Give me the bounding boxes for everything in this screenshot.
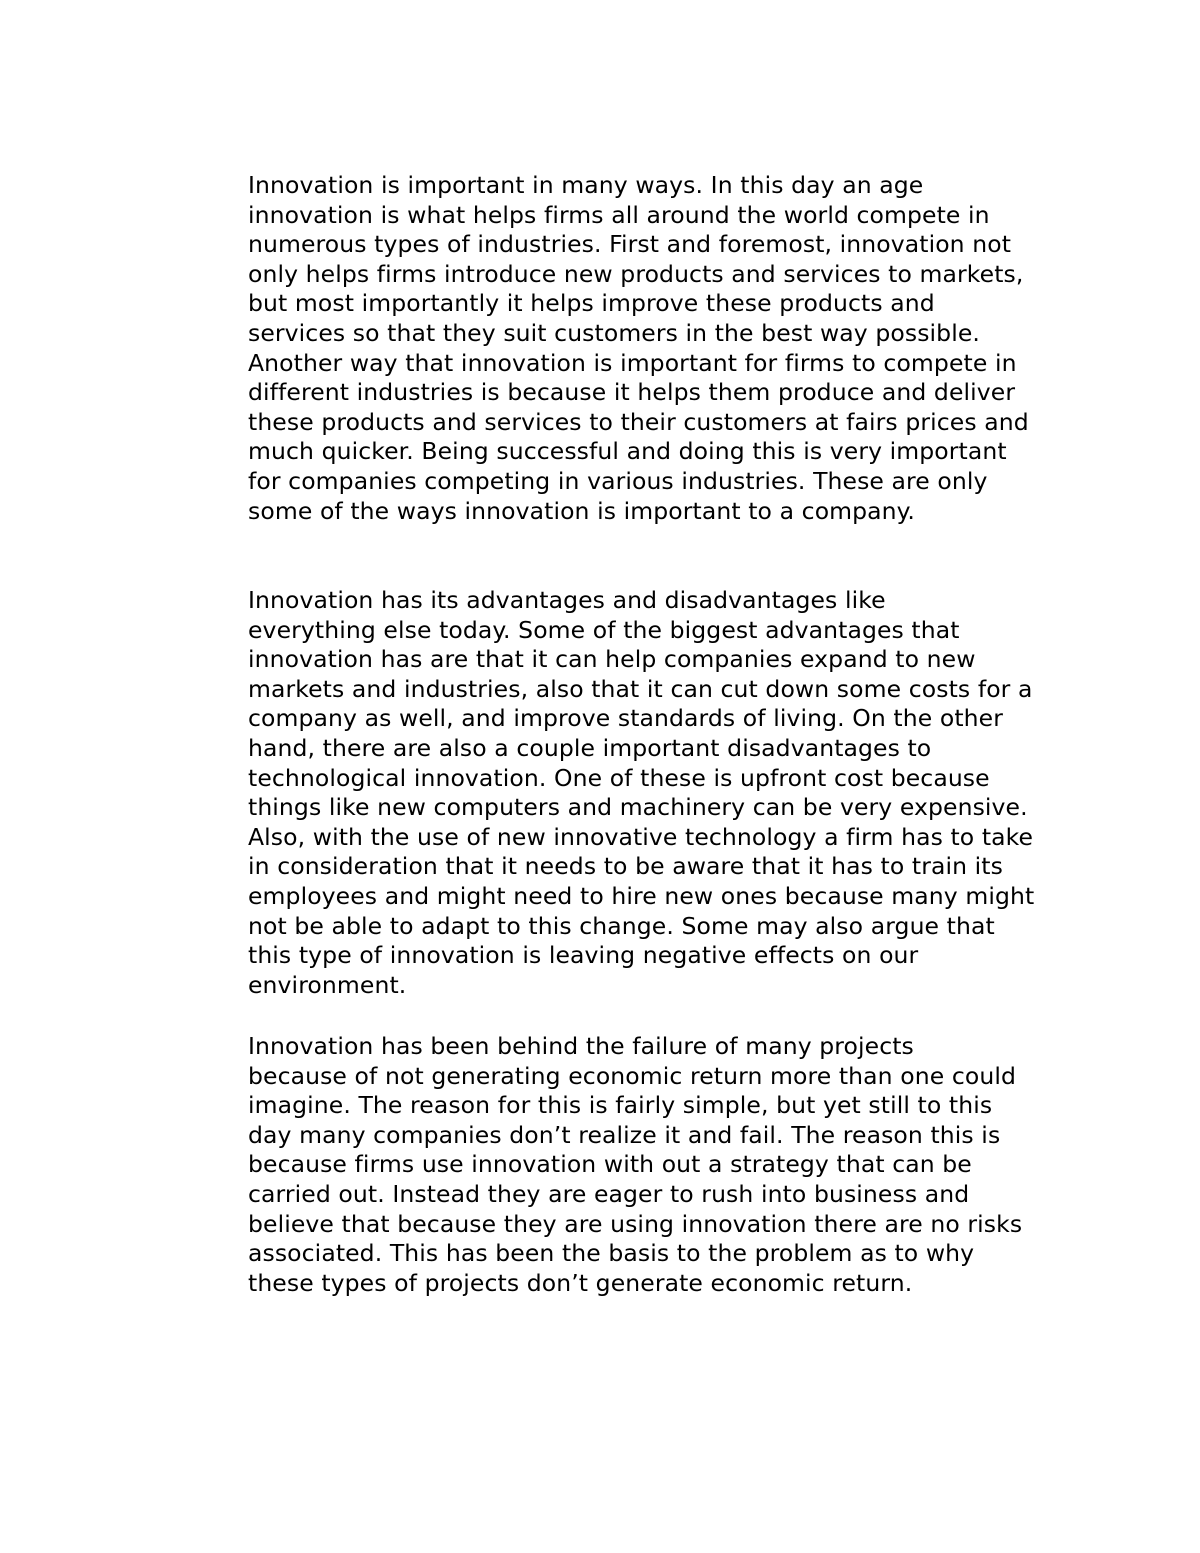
- text-line: Innovation has its advantages and disadvantages like: [248, 586, 886, 614]
- text-line: carried out. Instead they are eager to rush into business and: [248, 1179, 970, 1208]
- text-line: everything else today. Some of the biggest advantages that: [248, 615, 960, 644]
- text-line: imagine. The reason for this is fairly simple, but yet still to this: [248, 1091, 993, 1120]
- text-line: Also, with the use of new innovative technology a firm has to take: [248, 822, 1034, 851]
- text-line: associated. This has been the basis to the problem as to why: [248, 1239, 975, 1268]
- text-line: different industries is because it helps them produce and deliver: [248, 378, 1016, 407]
- text-line: day many companies don’t realize it and fail. The reason this is: [248, 1120, 1001, 1149]
- text-line: employees and might need to hire new ones because many might: [248, 881, 1035, 910]
- text-line: in consideration that it needs to be aware that it has to train its: [248, 852, 1003, 881]
- text-line: this type of innovation is leaving negative effects on our: [248, 941, 919, 970]
- text-line: because of not generating economic return more than one could: [248, 1061, 1016, 1090]
- paragraph-innovation-importance: [177, 171, 1037, 526]
- text-line: environment.: [248, 970, 407, 999]
- text-line: innovation has are that it can help companies expand to new: [248, 645, 976, 674]
- text-line: markets and industries, also that it can cut down some costs for a: [248, 674, 1033, 703]
- text-line: because firms use innovation with out a strategy that can be: [248, 1150, 972, 1179]
- text-line: Innovation has been behind the failure of many projects: [248, 1032, 914, 1060]
- text-line: these products and services to their customers at fairs prices and: [248, 407, 1029, 436]
- text-line: only helps firms introduce new products and services to markets,: [248, 259, 1024, 288]
- text-line: things like new computers and machinery can be very expensive.: [248, 793, 1028, 822]
- text-line: numerous types of industries. First and foremost, innovation not: [248, 230, 1012, 259]
- text-line: but most importantly it helps improve these products and: [248, 289, 935, 318]
- text-line: believe that because they are using innovation there are no risks: [248, 1209, 1023, 1238]
- text-line: Innovation is important in many ways. In this day an age: [248, 171, 924, 199]
- text-line: much quicker. Being successful and doing this is very important: [248, 437, 1007, 466]
- text-line: services so that they suit customers in the best way possible.: [248, 318, 980, 347]
- paragraph-advantages-disadvantages: [177, 586, 1037, 1000]
- text-line: these types of projects don’t generate economic return.: [248, 1268, 913, 1297]
- text-line: innovation is what helps firms all around the world compete in: [248, 200, 990, 229]
- paragraph-project-failure: [177, 1032, 1037, 1298]
- text-line: company as well, and improve standards of living. On the other: [248, 704, 1003, 733]
- text-line: not be able to adapt to this change. Some may also argue that: [248, 911, 995, 940]
- text-line: some of the ways innovation is important to a company.: [248, 496, 915, 525]
- text-line: technological innovation. One of these is upfront cost because: [248, 763, 990, 792]
- text-line: for companies competing in various industries. These are only: [248, 466, 988, 495]
- text-line: Another way that innovation is important for firms to compete in: [248, 348, 1017, 377]
- text-line: hand, there are also a couple important disadvantages to: [248, 733, 932, 762]
